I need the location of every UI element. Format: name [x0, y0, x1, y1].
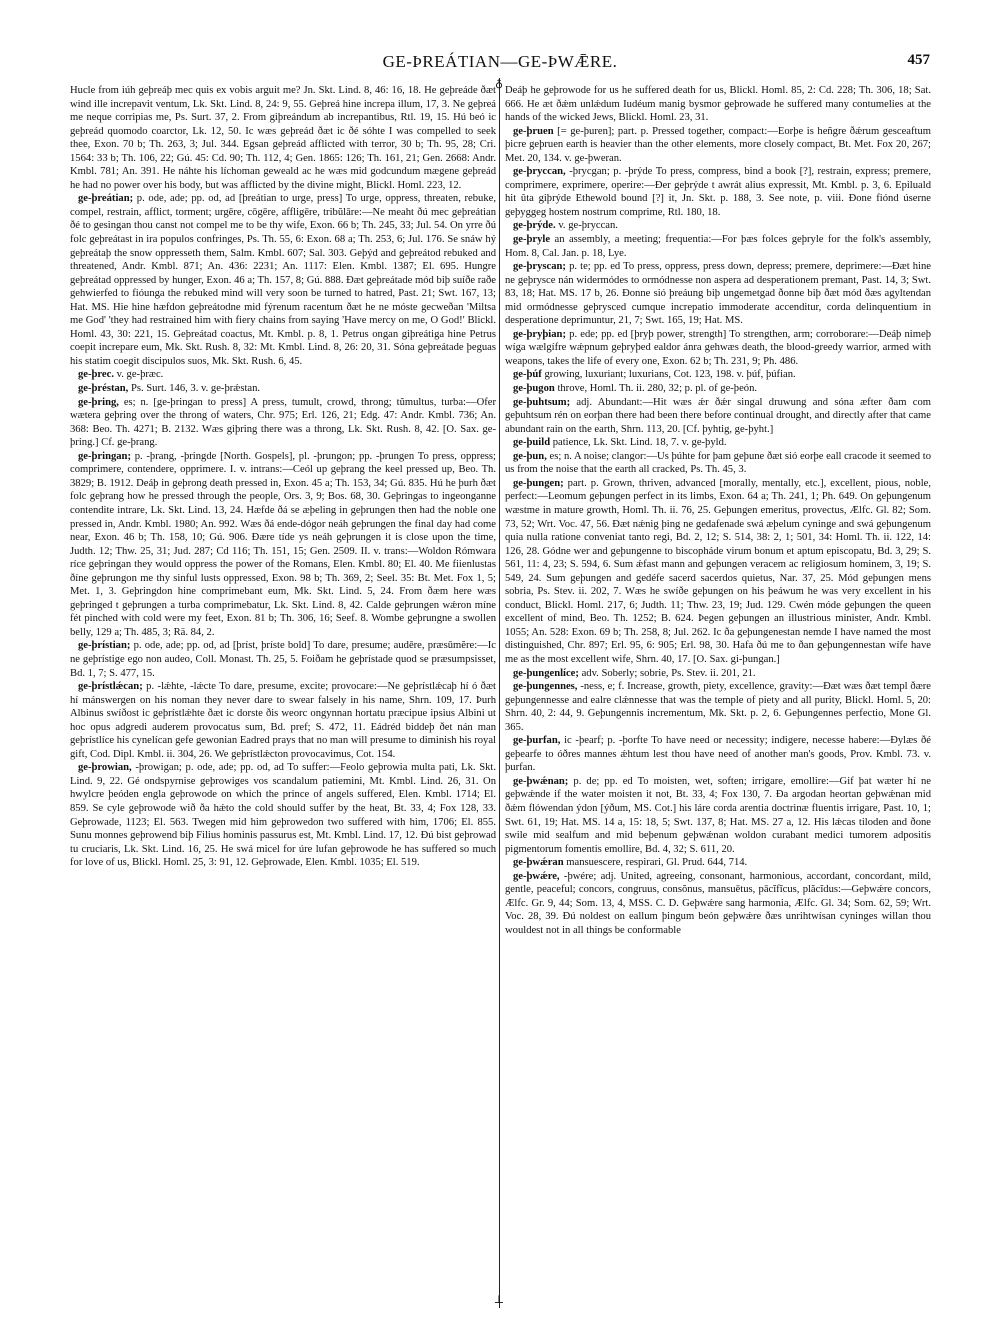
entry-headword: ge-þuhtsum; [513, 396, 571, 408]
entry-headword: ge-þúf [513, 369, 542, 381]
entry-definition: p. -lǽhte, -lǽcte To dare, presume, excite; provocare:—Ne geþrístlǽcaþ hí ó ðæt hí mánswergen on his noman they never dare to swear falsely in his name, Shrn. 109, 17. Þurh Albinus swíðost ic geþrístlǽhte ðæt ic dorste ðis weorc ongynnan hortatu præcipue ipsius Albini ut hoc opus adgredi auderem provocatus sum, Bd. pref; S. 472, 11. Eádréd biddeþ ðet nán man geþrístlíce his cynelícan gefe gewonian Eadred prays that no man will presume to diminish his royal gift, Cod. Dipl. Kmbl. ii. 304, 26. We geþrístlǽcton provocavimus, Cot. 154. [70, 681, 496, 760]
entry-headword: ge-þrowian, [78, 762, 132, 774]
dictionary-entry [505, 368, 931, 382]
entry-headword: ge-þryccan, [513, 166, 566, 178]
dictionary-entry [505, 84, 931, 125]
entry-headword: ge-þrýde. [513, 220, 556, 232]
entry-definition: p. ode, ade; pp. od, ad [þríst, þríste bold] To dare, presume; audēre, præsūmĕre:—Ic ne geþrístige ego non audeo, Coll. Monast. Th. 25, 5. Foiðam he geþrístade quod se præsumpsisset, Bd. 1, 7; S. 477, 15. [70, 640, 496, 679]
entry-headword: ge-þringan; [78, 450, 131, 462]
entry-headword: ge-þryþian; [513, 328, 566, 340]
entry-definition: adj. Abundant:—Hit wæs ǽr ðǽr singal druwung and sóna æfter ðam com geþuhtsum rén on eorþan there had been there before continual drought, and directly after that came abundant rain on the earth, Shrn. 113, 20. [Cf. þyhtig, ge-þyht.] [505, 396, 931, 435]
entry-definition: [= ge-þuren]; part. p. Pressed together, compact:—Eorþe is heñgre ðǽrum gesceaftum þicre geþruen earth is heavier than the other elements, more closely compact, Bt. Met. Fox 20, 267; Met. 20, 134. v. ge-þweran. [505, 125, 931, 164]
page-number: 457 [907, 52, 930, 68]
dictionary-entry [505, 856, 931, 870]
entry-headword: ge-þun, [513, 450, 547, 462]
dictionary-entry [505, 477, 931, 667]
entry-definition: p. -þrang, -þringde [North. Gospels], pl. -þrungon; pp. -þrungen To press, oppress; comprimere, contendere, opprimere. I. v. intrans:—Ceól up geþrang the keel pressed up, Beo. Th. 3829; B. 1912. Deáþ in geþrong death pressed in, Exon. 45 a; Th. 153, 34; Gú. 835. Hú he þurh ðæt folc geþrang how he pressed through the people, Ors. 3, 9; Bos. 68, 30. Geþringas to ingeonganne contendite intrare, Lk. Skt. Lind. 13, 24. Hæfde ðá se æþeling in geþrungen then had the noble one pressed in, Andr. Kmbl. 1980; An. 992. Wæs ðá ende-dógor neáh geþrungen the final day had come near, Exon. 46 b; Th. 158, 10; Gú. 906. Ðære tíde ys neáh geþrungen it is close upon the time, Judth. 12; Thw. 25, 31; Jud. 287; Cd 116; Th. 151, 15; Gen. 2509. II. v. trans:—Woldon Rómwara ríce geþringan they would oppress the power of the Romans, Elen. Kmbl. 80; El. 40. Me fiienlustas ðíne geþrungon me thy sinful lusts oppressed, Exon. 98 b; Th. 369, 2; Seel. 35: Bt. Met. Fox 1, 5; Met. 1, 3. Geþringdon hine comprimebant eum, Mk. Skt. Lind. 5, 24. From ðæm here wæs geþringed t geþrungen a turba comprimebatur, Lk. Skt. Lind. 8, 42. Calde geþrungen wǽron míne fét pinched with cold were my feet, Exon. 81 b; Th. 306, 16; Seef. 8. Wombe geþrungne a swollen belly, 129 a; Th. 485, 3; Rä. 84, 2. [70, 450, 496, 638]
dictionary-entry [505, 382, 931, 396]
entry-headword: ge-þréstan, [78, 383, 129, 395]
entry-headword: ge-þryscan; [513, 261, 566, 273]
entry-definition: throve, Homl. Th. ii. 280, 32; p. pl. of ge-þeón. [554, 383, 758, 395]
entry-definition: Hucle from iúh geþreáþ mec quis ex vobis arguit me? Jn. Skt. Lind. 8, 46: 16, 18. He geþreáde ðæt wind ille increpavit ventum, Lk. Skt. Lind. 8, 24: 9, 55. Geþreá hine increpa illum, 17, 3. Ne geþreá me neque corripias me, Ps. Surt. 37, 2. From giþreándum ab increpantibus, Rtl. 19, 15. Hú beó ic geþreád quomodo coarctor, Lk. 12, 50. Ic wæs geþreád ðæt ic ðé sóhte I was compelled to seek thee, Exon. 70 b; Th. 263, 3; Jul. 344. Egsan geþreád afflicted with terror, 30 b; Th. 95, 28; Cri. 1564: 33 b; Th. 106, 22; Gú. 45: Cd. 90; Th. 112, 4; Gen. 1865: 126; Th. 161, 21; Gen. 2668: Andr. Kmbl. 781; An. 391. He náhte his líchoman geweald ac he wæs mid godcundum mægene geþreád he had no power over his body, but was afflicted by the divine might, Blickl. Homl. 223, 12. [70, 85, 496, 191]
dictionary-entry [505, 328, 931, 369]
page-header [70, 52, 930, 76]
entry-headword: ge-þrístlǽcan; [78, 681, 143, 693]
dictionary-entry [505, 870, 931, 938]
dictionary-entry [505, 734, 931, 775]
dictionary-entry [70, 450, 496, 640]
entry-definition: part. p. Grown, thriven, advanced [morally, mentally, etc.], excellent, pious, noble, perfect:—Leomum geþungen perfect in its limbs, Exon. 64 a; Th. 241, 1; Ph. 649. On geþungenum wæstme in mature growth, Homl. Th. ii. 76, 25. Geþungen emeritus, provectus, Ælfc. Gl. 82; Som. 73, 52; Wrt. Voc. 47, 56. Ðæt nǽnig þing ne gedafenade swá æþelum cyninge and swá geþungenum quia nulla ratione conveniat tanto regi, Bd. 2, 12; S. 514, 38: 2, 1; 501, 34: Homl. Th. ii. 122, 14: 126, 28. Gódne wer and geþungenne to biscopháde virum bonum et aptum episcopatu, Bd. 3, 29; S. 561, 11: 4, 23; S. 594, 6. Sum ǽfast mann and geþungen veracem ac religiosum hominem, 3, 19; S. 549, 24. Sum geþungen and gedéfe sacerd sacerdos quietus, Nar. 37, 25. Mód geþungen mens sobria, Ps. Stev. ii. 202, 7. Wæs he swíðe geþungen on his þeáwum he was very excellent in his conduct, Blickl. Homl. 217, 6; Judth. 11; Thw. 23, 19; Jud. 129. Cwén móde geþungen the queen excellent of mind, Beo. Th. 1252; B. 624. Þegen geþungen an illustrious minister, Andr. Kmbl. 1055; An. 528: Exon. 69 b; Th. 258, 8; Jul. 262. Ic ða geþungenestan nemde I have named the most distinguished, Chr. 897; Erl. 95, 6: 905; Erl. 98, 30. Hafa ðú me to ðan geþungennestan wífe have me as the most excellent wife, Shrn. 40, 17. [O. Sax. gi-þungan.] [505, 477, 931, 665]
entry-headword: ge-þwǽran [513, 857, 564, 869]
entry-headword: ge-þungennes, [513, 681, 578, 693]
dictionary-entry [70, 680, 496, 761]
dictionary-entry [70, 368, 496, 382]
entry-definition: es; n. [ge-þringan to press] A press, tumult, crowd, throng; tŭmultus, turba:—Ofer wætera geþring over the throng of waters, Chr. 975; Erl. 126, 21; Edg. 47: Andr. Kmbl. 736; An. 368: Beo. Th. 4271; B. 2132. Wæs giþring there was a throng, Lk. Skt. Rush. 8, 42. [O. Sax. ge-þring.] Cf. ge-þrang. [70, 396, 496, 449]
dictionary-entry [70, 192, 496, 368]
dictionary-entry [505, 667, 931, 681]
dictionary-entry [505, 233, 931, 260]
dictionary-entry [505, 450, 931, 477]
entry-definition: -þwére; adj. United, agreeing, consonant, harmonious, accordant, concordant, mild, gentle, peaceful; concors, congruus, consŏnus, mansuētus, pācĭfĭcus, plăcĭdus:—Geþwǽre concors, Ælfc. Gr. 9, 44; Som. 13, 4, MSS. C. D. Geþwǽre sang harmonia, Ælfc. Gl. 34; Som. 62, 59; Wrt. Voc. 28, 39. Ðú noldest on eallum þingum beón geþwǽre ðæs unrihtwísan cyninges willan thou wouldest not in all things be conformable [505, 870, 931, 936]
right-column [505, 84, 931, 1294]
entry-headword: ge-þruen [513, 125, 554, 137]
dictionary-entry [70, 382, 496, 396]
entry-definition: es; n. A noise; clangor:—Us þúhte for þam geþune ðæt sió eorþe eall cracode it seemed to us from the noise that the earth all cracked, Ps. Th. 45, 3. [505, 450, 931, 476]
entry-definition: v. ge-þræc. [113, 369, 164, 381]
dictionary-entry [505, 436, 931, 450]
entry-headword: ge-þungen; [513, 477, 564, 489]
running-title: GE-ÞREÁTIAN—GE-ÞWǢRE. [382, 52, 618, 71]
entry-definition: patience, Lk. Skt. Lind. 18, 7. v. ge-þyld. [550, 437, 727, 449]
entry-definition: p. te; pp. ed To press, oppress, press down, depress; premere, deprimere:—Ðæt hine ne geþrysce nán widermódes to ormódnesse non aspera ad desperationem premant, Past. 14, 3; Swt. 83, 18; Hat. MS. 17 b, 26. Ðonne sió þreáung biþ ungemetgad ðonne biþ ðæt mód ðæs agyltendan mid ormódnesse geþrysced cumque increpatio immoderate accenditur, corda delinquentium in desperatione deprimuntur, 21, 7; Swt. 165, 19; Hat. MS. [505, 261, 931, 327]
dictionary-entry [505, 165, 931, 219]
entry-headword: ge-þungenlíce; [513, 667, 579, 679]
entry-definition: -þrycgan; p. -þrýde To press, compress, bind a book [?], restrain, express; premere, comprimere, exprimere, operire:—Ðer geþrýde t awrát alius expressit, Mt. Kmbl. p. 3, 6. Epiluald hit ûta giþrýde Ethewold bound [?] it, Jn. Skt. p. 188, 3. See note, p. viii. Ðone fiónd úserne geþyggeg hostem nostrum comprime, Rtl. 180, 18. [505, 166, 931, 218]
entry-headword: ge-þrec. [78, 369, 114, 381]
dictionary-entry [505, 219, 931, 233]
entry-definition: Ps. Surt. 146, 3. v. ge-þrǽstan. [128, 383, 261, 395]
entry-definition: -ness, e; f. Increase, growth, piety, excellence, gravity:—Ðæt wæs ðæt templ ðære geþungennesse and ealre clǽnnesse that was the temple of piety and all purity, Blickl. Homl. 5, 20: Shrn. 40, 2: 44, 9. Geþungennis incrementum, Mk. Skt. p. 2, 6. Geþungennes perfectio, Mone Gl. 365. [505, 681, 931, 733]
entry-definition: v. ge-þryccan. [555, 220, 618, 232]
entry-headword: ge-þwǽre, [513, 870, 560, 882]
dictionary-entry [505, 775, 931, 856]
entry-headword: ge-þwǽnan; [513, 775, 569, 787]
entry-definition: an assembly, a meeting; frequentia:—For þæs folces geþryle for the folk's assembly, Hom. 8, Cal. Jan. p. 18, Lye. [505, 234, 931, 259]
entry-headword: ge-þurfan, [513, 735, 561, 747]
divider-top-ornament: ♁ [494, 78, 504, 90]
entry-headword: ge-þring, [78, 396, 119, 408]
entry-definition: adv. Soberly; sobrie, Ps. Stev. ii. 201, 21. [578, 667, 756, 679]
entry-definition: ic -þearf; p. -þorfte To have need or necessity; indigere, necesse habere:—Ðylæs ðé geþearfe to óðres mannes ǽhtum lest thou have need of another man's goods, Prov. Kmbl. 73. v. þurfan. [505, 735, 931, 774]
entry-definition: growing, luxuriant; luxurians, Cot. 123, 198. v. þúf, þúfian. [541, 369, 796, 381]
entry-headword: ge-þreátian; [78, 193, 134, 205]
entry-definition: p. de; pp. ed To moisten, wet, soften; irrigare, emollire:—Gif þat wæter hí ne geþwǽnde if the water moisten it not, Bt. 33, 4; Fox 130, 7. Ða argodan heortan geþwǽnan mid ðǽm flówendan ýdon [ýðum, MS. Cot.] his láre corda arentia doctrinæ fluentis irrigare, Past. 10, 1; Swt. 61, 19; Hat. MS. 14 a, 15: 18, 5; Swt. 137, 8; Hat. MS. 27 a, 12. His lǽcas tiloden and ðone swile mid sealfum and mid beþenum geþwǽnan woldon curabant medici tumorem adpositis pigmentorum fomentis emollire, Bd. 4, 32; S. 611, 20. [505, 775, 931, 855]
entry-definition: mansuescere, respirari, Gl. Prud. 644, 714. [563, 857, 748, 869]
dictionary-entry [505, 260, 931, 328]
dictionary-entry [505, 680, 931, 734]
dictionary-entry [505, 396, 931, 437]
dictionary-entry [70, 761, 496, 869]
entry-definition: p. ode, ade; pp. od, ad [þreátian to urge, press] To urge, oppress, threaten, rebuke, compel, restrain, afflict, torment; urgēre, cōgēre, affligēre, tribŭlāre:—Ne meaht ðú mec geþreátian ðé to gesingan thou canst not compel me to be thy wife, Exon. 66 b; Th. 245, 33; Jul. 54. On yrre ðú folc geþreátast in ira populos confringes, Ps. Th. 55, 6: Exon. 68 a; Th. 253, 6; Jul. 176. Se snáw hý geþreátaþ the snow oppresseth them, Salm. Kmbl. 607; Sal. 303. Geþýd and geþreátod rebuked and threatened, Andr. Kmbl. 871; An. 436: 2231; An. 1117: Elen. Kmbl. 1387; El. 695. Hungre geþreátad oppressed by hunger, Exon. 46 a; Th. 157, 8; Gú. 888. Ðæt geþreátade mód biþ suíðe raðe gehwierfed to fióunga the rebuked mind will very soon be turned to hatred, Past. 21; Swt. 167, 13; Hat. MS. Hie hine hæfdon geþreátodne mid fýrenum racentum ðæt he ne móste gecweðan 'Miltsa me God' 'they had restrained him with fiery chains from saying 'Have mercy on me, O God!' Blickl. Homl. 43, 30: 221, 15. Geþreátad coactus, Mt. Kmbl. p. 8, 1. Petrus ongan giþreátiga hine Petrus coepit increpare eum, Mk. Skt. Rush. 8, 32: Mt. Kmbl. Lind. 8, 26: 20, 31. Sóna geþreátade þeguas his statim coegit discipulos suos, Mk. Skt. Rush. 6, 45. [70, 193, 496, 367]
entry-definition: -þrowigan; p. ode, ade; pp. od, ad To suffer:—Feolo geþrowia multa pati, Lk. Skt. Lind. 9, 22. Gé ondspyrnise geþrowiges vos scandalum patiemini, Mt. Kmbl. Lind. 26, 31. On hwylcre þeóden engla geþrowode on which the prince of angels suffered, Elen. Kmbl. 1714; El. 859. Se cyle geþrowode wið ða hǽto the cold should suffer by the heat, Bt. 33, 4; Fox 128, 33. Geþrowade, 1123; El. 563. Twegen mid him geþrowedon two suffered with him, 1706; El. 855. Sunu monnes geþrowend biþ Filius hominis passurus est, Mt. Kmbl. Lind. 17, 12. Ðú bist geþrowad tu cruciaris, Lk. Skt. Lind. 16, 25. He swá micel for úre lufan geþrowode he has suffered so much for love of us, Blickl. Homl. 25, 3: 91, 12. Geþrowade, Elen. Kmbl. 1035; El. 519. [70, 762, 496, 869]
entry-definition: p. ede; pp. ed [þryþ power, strength] To strengthen, arm; corroborare:—Deáþ nimeþ wíga wælgífre wǽpnum geþryþed ealdor ánra gehwæs death, the blood-greedy warrior, armed with weapons, takes the life of every one, Exon. 62 b; Th. 231, 9; Ph. 486. [505, 328, 931, 367]
left-column [70, 84, 496, 1294]
column-divider [499, 78, 500, 1308]
entry-headword: ge-þrístian; [78, 640, 131, 652]
entry-headword: ge-þryle [513, 234, 551, 246]
dictionary-entry [70, 639, 496, 680]
dictionary-entry [70, 396, 496, 450]
divider-bottom-ornament: ⊥ [493, 1294, 505, 1306]
entry-headword: ge-þugon [513, 383, 555, 395]
entry-headword: ge-þuild [513, 437, 551, 449]
dictionary-entry [70, 84, 496, 192]
entry-definition: Deáþ he geþrowode for us he suffered death for us, Blickl. Homl. 85, 2: Cd. 228; Th. 306, 18; Sat. 666. He æt ðǽm unlǽdum Iudéum manig bysmor geþrowade he suffered many contumelies at the hands of the wicked Jews, Blickl. Homl. 23, 31. [505, 85, 931, 124]
dictionary-entry [505, 125, 931, 166]
